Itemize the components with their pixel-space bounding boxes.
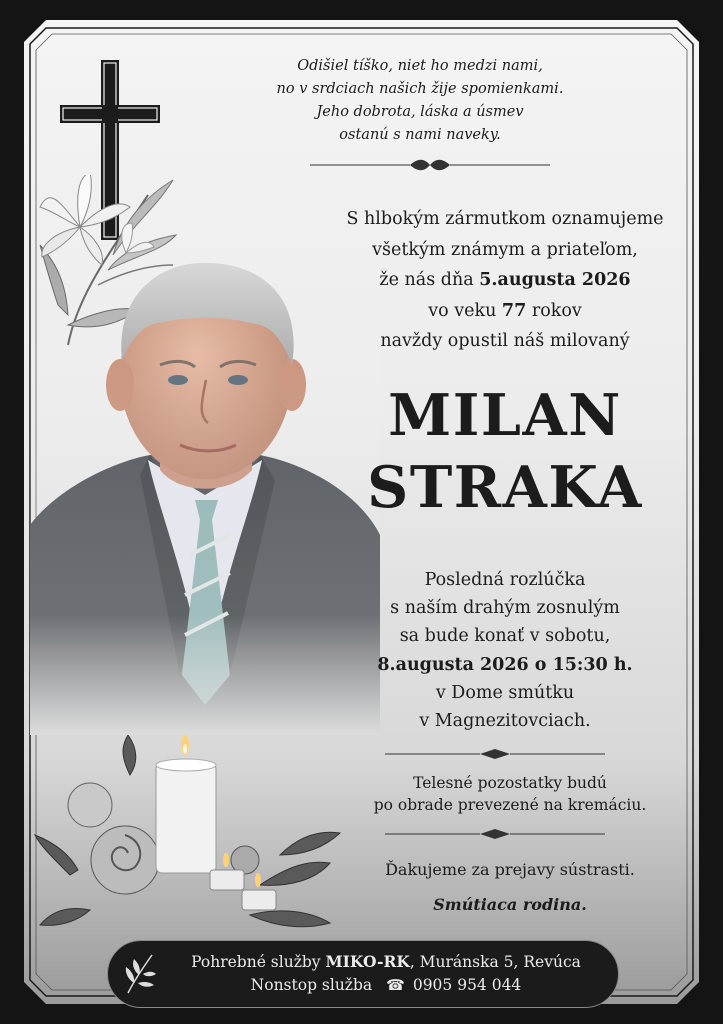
last-name: STRAKA bbox=[367, 454, 643, 521]
phone-number[interactable]: 0905 954 044 bbox=[412, 976, 522, 994]
ornament-divider bbox=[310, 158, 550, 172]
service-name bbox=[166, 952, 606, 971]
service-contact bbox=[166, 976, 606, 994]
company-name: MIKO-RK bbox=[325, 952, 410, 971]
funeral-line: sa bude konať v sobotu, bbox=[399, 626, 611, 647]
verse-line: Jeho dobrota, láska a úsmev bbox=[316, 104, 524, 120]
funeral-service-footer bbox=[107, 940, 619, 1008]
funeral-datetime: 8.augusta 2026 o 15:30 h. bbox=[377, 654, 633, 675]
announcement-line: navždy opustil náš milovaný bbox=[380, 331, 630, 352]
ornament-divider bbox=[385, 748, 605, 760]
death-announcement bbox=[320, 204, 690, 357]
cremation-info bbox=[310, 772, 710, 816]
ornament-divider bbox=[385, 828, 605, 840]
funeral-line: Posledná rozlúčka bbox=[424, 570, 586, 590]
announcement-line: S hlbokým zármutkom oznamujeme bbox=[346, 209, 664, 229]
age-suffix: rokov bbox=[526, 300, 582, 321]
thanks-block bbox=[310, 852, 710, 922]
candle-icon bbox=[156, 735, 276, 910]
death-date: 5.augusta 2026 bbox=[479, 270, 631, 291]
signature: Smútiaca rodina. bbox=[433, 895, 587, 914]
remains-line: Telesné pozostatky budú bbox=[413, 774, 607, 792]
remains-line: po obrade prevezené na kremáciu. bbox=[373, 796, 647, 814]
announcement-line bbox=[320, 296, 690, 327]
service-label: Nonstop služba bbox=[250, 976, 373, 994]
phone-icon: ☎ bbox=[386, 976, 405, 994]
thanks-text: Ďakujeme za prejavy sústrasti. bbox=[385, 860, 635, 879]
verse-line: no v srdciach našich žije spomienkami. bbox=[276, 81, 564, 97]
company-address: , Muránska 5, Revúca bbox=[409, 953, 581, 971]
funeral-line: v Dome smútku bbox=[435, 682, 575, 703]
funeral-line: v Magnezitovciach. bbox=[419, 711, 591, 732]
service-prefix: Pohrebné služby bbox=[191, 953, 326, 971]
verse-line: ostanú s nami naveky. bbox=[339, 127, 501, 143]
memorial-verse bbox=[230, 55, 610, 147]
branch-icon bbox=[122, 953, 158, 995]
announcement-line bbox=[320, 265, 690, 296]
age-prefix: vo veku bbox=[428, 300, 502, 321]
age: 77 bbox=[501, 300, 527, 321]
funeral-line: s naším drahým zosnulým bbox=[390, 598, 620, 619]
announcement-line: všetkým známym a priateľom, bbox=[372, 239, 638, 260]
first-name: MILAN bbox=[388, 382, 622, 449]
funeral-info bbox=[310, 566, 700, 735]
date-prefix: že nás dňa bbox=[379, 270, 480, 291]
deceased-name bbox=[310, 380, 700, 524]
verse-line: Odišiel tíško, niet ho medzi nami, bbox=[297, 58, 543, 74]
